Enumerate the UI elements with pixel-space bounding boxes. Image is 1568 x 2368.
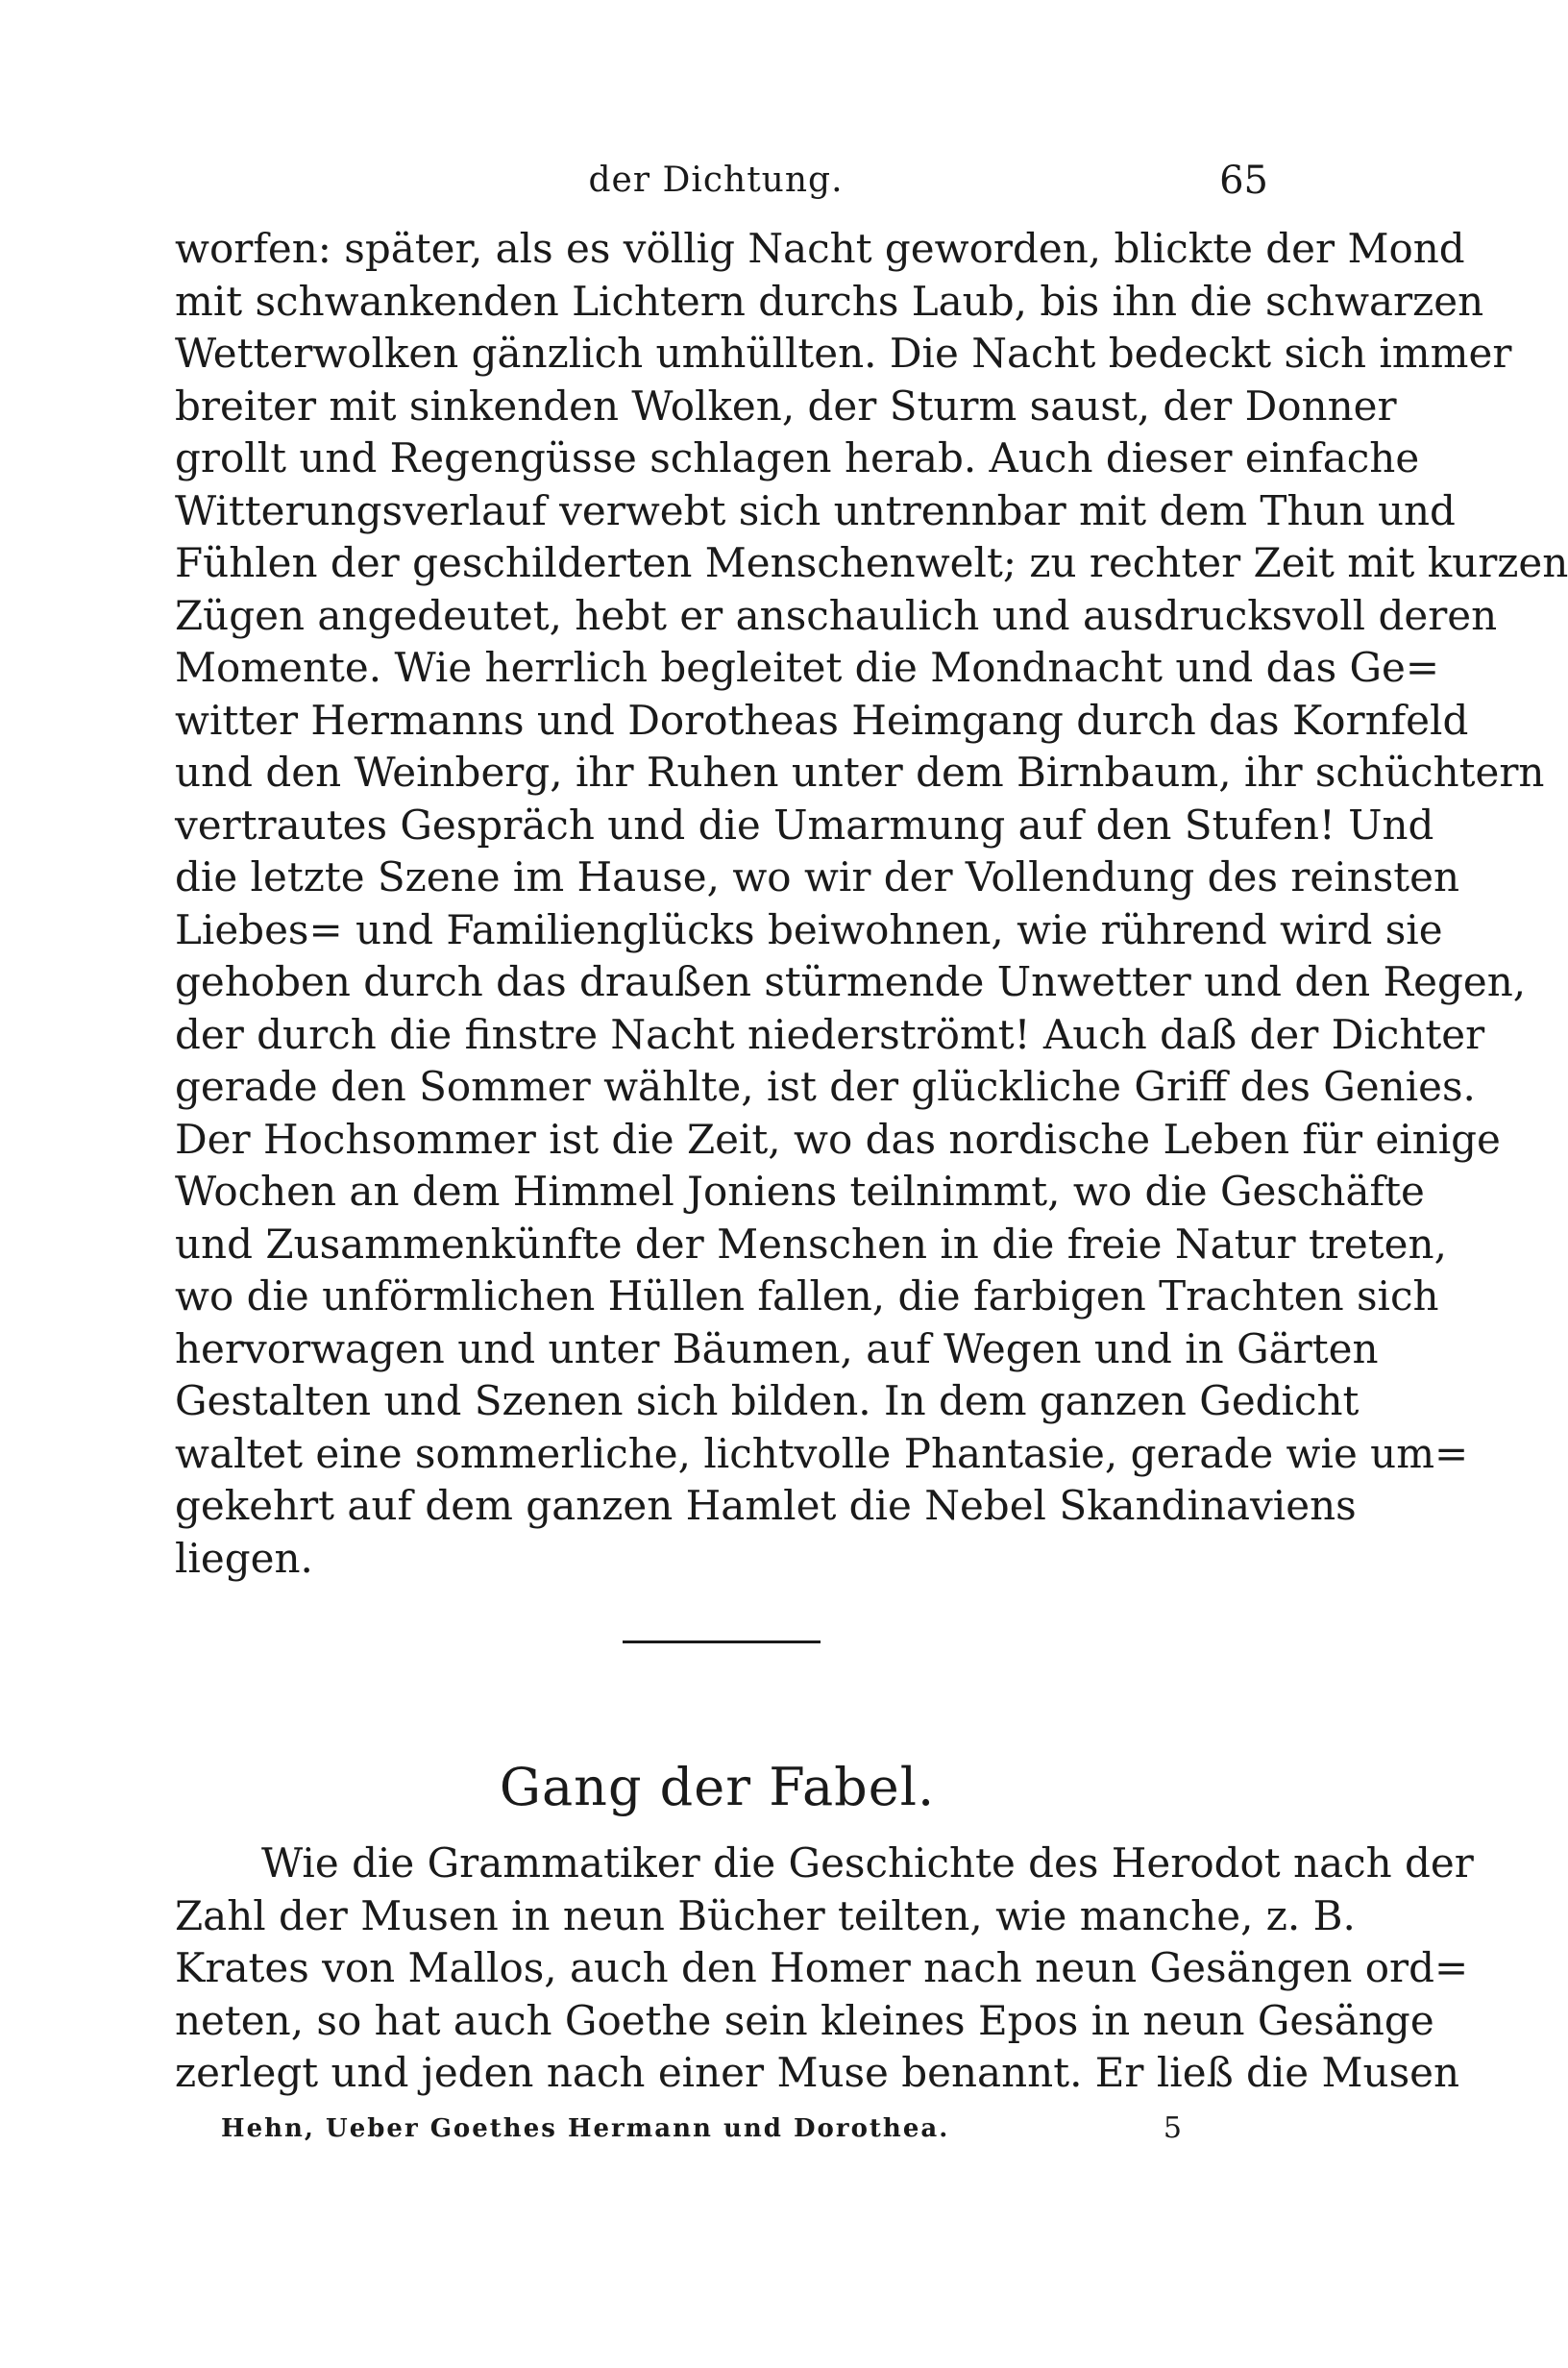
text-line: gerade den Sommer wählte, ist der glückliche Griff des Genies. bbox=[175, 1063, 1476, 1110]
text-line: gekehrt auf dem ganzen Hamlet die Nebel Skandinaviens bbox=[175, 1482, 1357, 1529]
paragraph-1 bbox=[175, 223, 1568, 1585]
text-line: Wochen an dem Himmel Joniens teilnimmt, wo die Geschäfte bbox=[175, 1168, 1425, 1215]
running-title: der Dichtung. bbox=[588, 160, 844, 200]
running-head bbox=[0, 152, 1434, 210]
signature-number: 5 bbox=[1163, 2111, 1182, 2145]
text-line: vertrautes Gespräch und die Umarmung auf den Stufen! Und bbox=[175, 801, 1434, 849]
text-line: Zahl der Musen in neun Bücher teilten, wie manche, z. B. bbox=[175, 1891, 1356, 1939]
text-line: Wie die Grammatiker die Geschichte des Herodot nach der bbox=[261, 1839, 1474, 1887]
text-line: neten, so hat auch Goethe sein kleines Epos in neun Gesänge bbox=[175, 1996, 1434, 2044]
text-line: breiter mit sinkenden Wolken, der Sturm saust, der Donner bbox=[175, 382, 1397, 430]
text-line: Krates von Mallos, auch den Homer nach neun Gesängen ord= bbox=[175, 1944, 1469, 1991]
text-line: Witterungsverlauf verwebt sich untrennbar mit dem Thun und bbox=[175, 486, 1456, 534]
text-line: Fühlen der geschilderten Menschenwelt; zu rechter Zeit mit kurzen bbox=[175, 539, 1568, 586]
text-line: Zügen angedeutet, hebt er anschaulich und ausdrucksvoll deren bbox=[175, 591, 1498, 639]
text-line: wo die unförmlichen Hüllen fallen, die farbigen Trachten sich bbox=[175, 1272, 1439, 1320]
text-line: liegen. bbox=[175, 1534, 313, 1582]
text-line: hervorwagen und unter Bäumen, auf Wegen und in Gärten bbox=[175, 1324, 1379, 1372]
text-line: waltet eine sommerliche, lichtvolle Phantasie, gerade wie um= bbox=[175, 1429, 1469, 1477]
text-line: Der Hochsommer ist die Zeit, wo das nordische Leben für einige bbox=[175, 1115, 1501, 1163]
text-line: witter Hermanns und Dorotheas Heimgang durch das Kornfeld bbox=[175, 696, 1469, 744]
text-line: mit schwankenden Lichtern durchs Laub, bis ihn die schwarzen bbox=[175, 277, 1484, 325]
page-number: 65 bbox=[1219, 159, 1268, 203]
text-line: Momente. Wie herrlich begleitet die Mondnacht und das Ge= bbox=[175, 644, 1440, 691]
text-line: worfen: später, als es völlig Nacht geworden, blickte der Mond bbox=[175, 225, 1465, 272]
printer-signature: Hehn, Ueber Goethes Hermann und Dorothea. bbox=[221, 2114, 950, 2143]
text-line: grollt und Regengüsse schlagen herab. Auch dieser einfache bbox=[175, 434, 1420, 481]
text-line: Wetterwolken gänzlich umhüllten. Die Nacht bedeckt sich immer bbox=[175, 330, 1512, 377]
text-line: und den Weinberg, ihr Ruhen unter dem Birnbaum, ihr schüchtern bbox=[175, 749, 1545, 796]
section-divider bbox=[623, 1640, 821, 1643]
text-line: die letzte Szene im Hause, wo wir der Vollendung des reinsten bbox=[175, 853, 1460, 900]
text-line: der durch die finstre Nacht niederströmt! Auch daß der Dichter bbox=[175, 1010, 1485, 1058]
text-line: Gestalten und Szenen sich bilden. In dem ganzen Gedicht bbox=[175, 1377, 1360, 1424]
section-heading: Gang der Fabel. bbox=[499, 1757, 936, 1817]
text-line: und Zusammenkünfte der Menschen in die freie Natur treten, bbox=[175, 1220, 1447, 1268]
text-line: Liebes= und Familienglücks beiwohnen, wie rührend wird sie bbox=[175, 905, 1443, 953]
text-line: gehoben durch das draußen stürmende Unwetter und den Regen, bbox=[175, 958, 1527, 1005]
paragraph-2 bbox=[175, 1838, 1474, 2100]
text-line: zerlegt und jeden nach einer Muse benannt. Er ließ die Musen bbox=[175, 2049, 1460, 2096]
